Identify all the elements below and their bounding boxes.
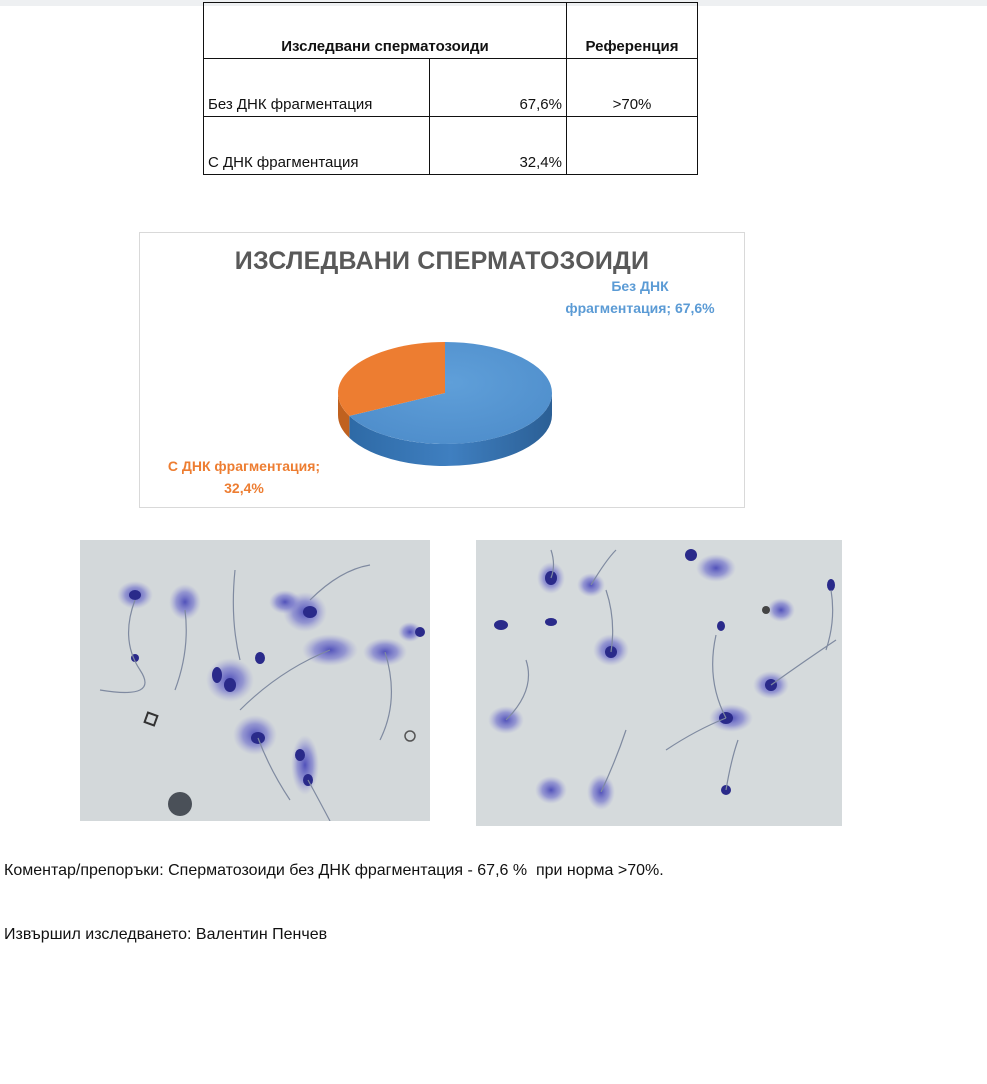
sperm-micrograph-icon [476, 540, 842, 826]
slice-label-orange-line1: С ДНК фрагментация; [167, 458, 321, 474]
row-value: 32,4% [430, 117, 567, 175]
slice-label-blue-line2: фрагментация; 67,6% [565, 300, 715, 316]
sperm-micrograph-icon [80, 540, 430, 821]
micrograph-right [476, 540, 842, 826]
row-reference [567, 117, 698, 175]
slice-label-orange [140, 455, 348, 499]
table-row [204, 59, 698, 117]
table-header-row [204, 3, 698, 59]
table-header-main: Изследвани сперматозоиди [204, 3, 567, 59]
row-name: С ДНК фрагментация [204, 117, 430, 175]
table-row [204, 117, 698, 175]
row-value: 67,6% [430, 59, 567, 117]
pie-chart [139, 232, 745, 508]
row-name: Без ДНК фрагментация [204, 59, 430, 117]
slice-label-blue [535, 275, 745, 319]
comment-line: Коментар/препоръки: Сперматозоиди без ДНК фрагментация - 67,6 % при норма >70%. [4, 862, 664, 879]
results-table [203, 2, 698, 175]
chart-title: ИЗСЛЕДВАНИ СПЕРМАТОЗОИДИ [234, 247, 650, 275]
slice-label-orange-line2: 32,4% [224, 480, 264, 496]
micrograph-left [80, 540, 430, 821]
performed-by-line: Извършил изследването: Валентин Пенчев [4, 926, 328, 943]
table-header-reference: Референция [567, 3, 698, 59]
slice-label-blue-line1: Без ДНК [611, 278, 669, 294]
row-reference: >70% [567, 59, 698, 117]
